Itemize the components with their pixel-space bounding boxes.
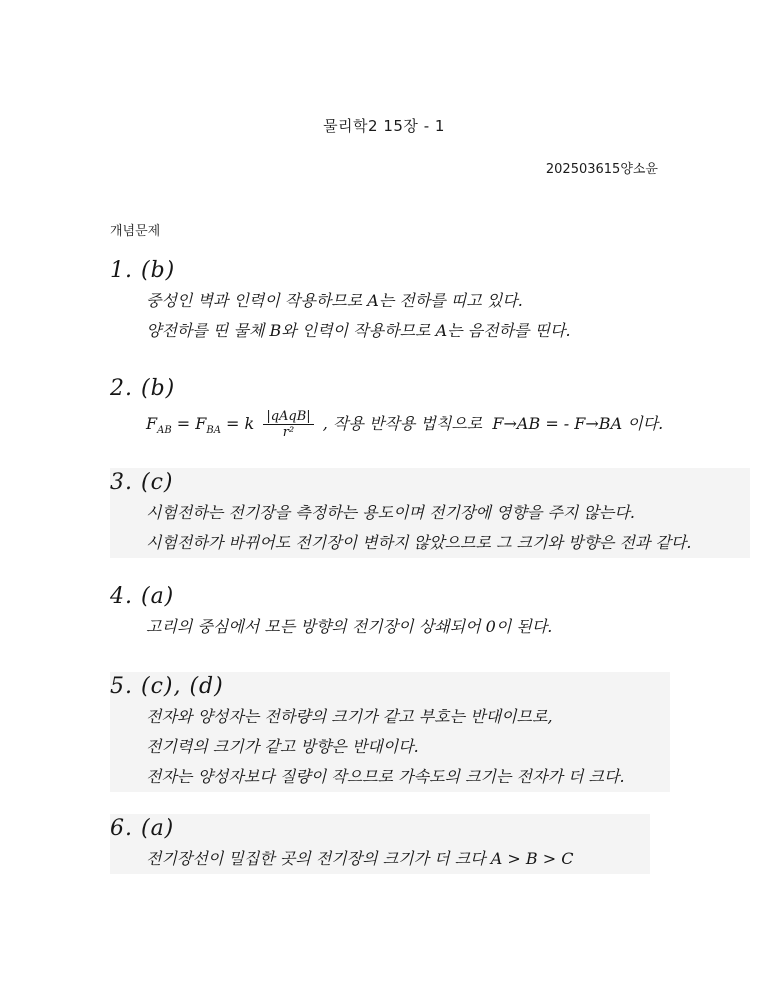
answer-4 [110,582,552,642]
eq-text: , 작용 반작용 법칙으로 [322,414,483,433]
answer-number: 5. (c), (d) [110,674,224,699]
answer-number: 6. (a) [110,816,175,841]
answer-line: 양전하를 띤 물체 B와 인력이 작용하므로 A는 음전하를 띤다. [146,321,571,340]
force-equation: $F_{AB} = F_{BA} = k$ $\frac{\text{|qAqB|}}{\text{r²}}$ , 작용 반작용 법칙으로 F→AB = - F→BA 이다. [146,409,664,440]
answer-2 [110,374,663,451]
answer-line: 고리의 중심에서 모든 방향의 전기장이 상쇄되어 0이 된다. [146,617,553,636]
section-heading: 개념문제 [110,224,161,239]
answer-line: 시험전하가 바뀌어도 전기장이 변하지 않았으므로 그 크기와 방향은 전과 같다. [146,533,692,552]
answer-line: 전자는 양성자보다 질량이 작으므로 가속도의 크기는 전자가 더 크다. [146,767,625,786]
answer-line: 중성인 벽과 인력이 작용하므로 A는 전하를 띠고 있다. [146,291,523,310]
answer-number: 3. (c) [110,470,174,495]
answer-6 [110,814,650,874]
answer-line: 전자와 양성자는 전하량의 크기가 같고 부호는 반대이므로, [146,707,553,726]
answer-line: 전기장선이 밀집한 곳의 전기장의 크기가 더 크다 A > B > C [146,849,574,868]
answer-line: 전기력의 크기가 같고 방향은 반대이다. [146,737,419,756]
fraction-numerator: |qAqB| [263,409,313,425]
answer-3 [110,468,750,558]
coulomb-fraction [263,409,313,440]
eq-fab: F [146,414,158,433]
eq-k: = k [226,414,255,433]
answer-number: 4. (a) [110,584,175,609]
eq-fba: = F [176,414,207,433]
page-title: 물리학2 15장 - 1 [323,117,445,135]
answer-number: 1. (b) [110,258,176,283]
answer-number: 2. (b) [110,376,176,401]
answer-5 [110,672,670,792]
fraction-denominator: r² [282,425,295,440]
answer-1 [110,256,571,346]
answer-line: 시험전하는 전기장을 측정하는 용도이며 전기장에 영향을 주지 않는다. [146,503,635,522]
eq-result: F→AB = - F→BA 이다. [492,414,664,433]
student-id-name: 202503615양소윤 [545,162,658,177]
